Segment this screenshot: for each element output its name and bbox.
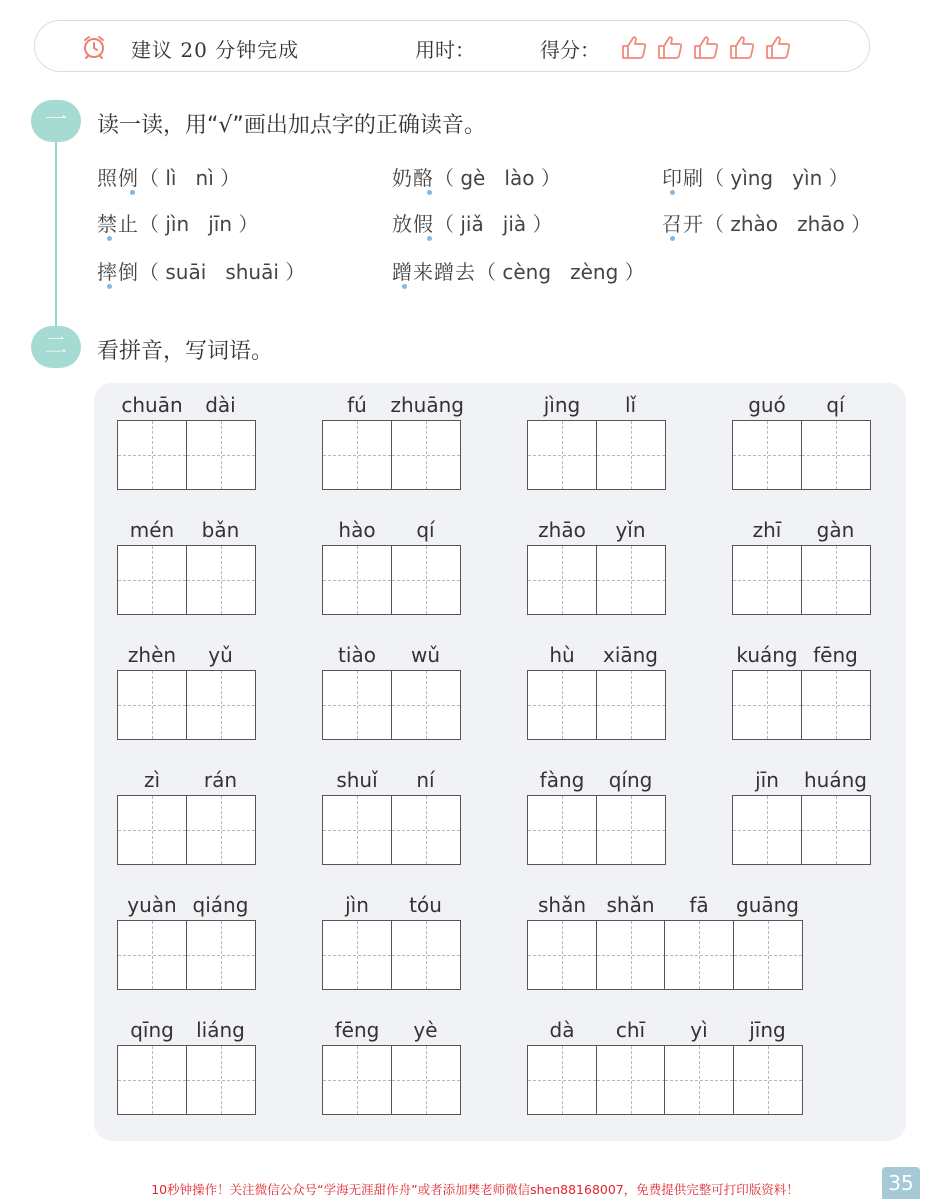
character-grid xyxy=(322,920,461,990)
pinyin-syllable: wǔ xyxy=(410,643,441,667)
pinyin-syllable: yuàn xyxy=(127,893,177,917)
pinyin-syllable: qí xyxy=(416,518,435,542)
tianzige-cell[interactable] xyxy=(322,545,392,615)
thumbs-up-icon[interactable] xyxy=(691,32,721,62)
pinyin-syllable: dài xyxy=(205,393,236,417)
thumbs-up-icon[interactable] xyxy=(619,32,649,62)
tianzige-cell[interactable] xyxy=(733,920,803,990)
tianzige-cell[interactable] xyxy=(527,420,597,490)
pinyin-syllable: shǎn xyxy=(537,893,587,917)
pinyin-syllable: hù xyxy=(549,643,575,667)
tianzige-cell[interactable] xyxy=(596,795,666,865)
tianzige-cell[interactable] xyxy=(186,545,256,615)
tianzige-cell[interactable] xyxy=(117,670,187,740)
pinyin-syllable: chuān xyxy=(121,393,183,417)
tianzige-cell[interactable] xyxy=(527,795,597,865)
emphasis-dot xyxy=(427,236,432,241)
pinyin-syllable: chī xyxy=(615,1018,646,1042)
pinyin-syllable: qīng xyxy=(130,1018,174,1042)
character-grid xyxy=(527,420,666,490)
pinyin-syllable: qíng xyxy=(608,768,653,792)
character-grid xyxy=(322,545,461,615)
tianzige-cell[interactable] xyxy=(391,1045,461,1115)
character-grid xyxy=(117,545,256,615)
emphasis-dot xyxy=(427,190,432,195)
tianzige-cell[interactable] xyxy=(801,545,871,615)
pinyin-syllable: dà xyxy=(549,1018,575,1042)
tianzige-cell[interactable] xyxy=(391,670,461,740)
reading-item: 禁止（ jìn jīn ） xyxy=(97,212,259,236)
pinyin-syllable: yè xyxy=(413,1018,438,1042)
character-grid xyxy=(117,420,256,490)
reading-item: 召开（ zhào zhāo ） xyxy=(662,212,872,236)
tianzige-cell[interactable] xyxy=(391,545,461,615)
pinyin-syllable: bǎn xyxy=(201,518,240,542)
writing-panel xyxy=(94,383,906,1141)
tianzige-cell[interactable] xyxy=(322,920,392,990)
alarm-clock-icon xyxy=(81,34,107,60)
tianzige-cell[interactable] xyxy=(322,795,392,865)
tianzige-cell[interactable] xyxy=(117,795,187,865)
character-grid xyxy=(322,795,461,865)
emphasis-dot xyxy=(402,284,407,289)
tianzige-cell[interactable] xyxy=(801,420,871,490)
tianzige-cell[interactable] xyxy=(732,545,802,615)
tianzige-cell[interactable] xyxy=(801,795,871,865)
pinyin-syllable: tóu xyxy=(409,893,442,917)
pinyin-syllable: ní xyxy=(416,768,435,792)
pinyin-syllable: zhuāng xyxy=(390,393,464,417)
tianzige-cell[interactable] xyxy=(596,670,666,740)
tianzige-cell[interactable] xyxy=(117,920,187,990)
tianzige-cell[interactable] xyxy=(664,1045,734,1115)
tianzige-cell[interactable] xyxy=(801,670,871,740)
pinyin-syllable: jìn xyxy=(345,893,369,917)
tianzige-cell[interactable] xyxy=(117,545,187,615)
tianzige-cell[interactable] xyxy=(186,1045,256,1115)
reading-item: 印刷（ yìng yìn ） xyxy=(662,166,849,190)
emphasis-dot xyxy=(107,284,112,289)
pinyin-syllable: hào xyxy=(338,518,376,542)
tianzige-cell[interactable] xyxy=(186,795,256,865)
pinyin-syllable: rán xyxy=(203,768,238,792)
character-grid xyxy=(527,795,666,865)
character-grid xyxy=(322,420,461,490)
tianzige-cell[interactable] xyxy=(186,670,256,740)
pinyin-syllable: zhī xyxy=(752,518,782,542)
character-grid xyxy=(322,1045,461,1115)
tianzige-cell[interactable] xyxy=(596,1045,666,1115)
pinyin-syllable: guāng xyxy=(736,893,799,917)
tianzige-cell[interactable] xyxy=(732,420,802,490)
reading-item: 蹭来蹭去（ cèng zèng ） xyxy=(392,260,645,284)
pinyin-syllable: shuǐ xyxy=(336,768,378,792)
score-thumbs xyxy=(619,32,793,62)
tianzige-cell[interactable] xyxy=(322,420,392,490)
emphasis-dot xyxy=(670,236,675,241)
tianzige-cell[interactable] xyxy=(186,920,256,990)
footer-note: 10秒钟操作！关注微信公众号“学海无涯甜作舟”或者添加樊老师微信shen88168007，免费提供完整可打印版资料！ xyxy=(151,1182,799,1197)
character-grid xyxy=(527,1045,803,1115)
pinyin-syllable: shǎn xyxy=(606,893,655,917)
pinyin-syllable: liáng xyxy=(196,1018,245,1042)
pinyin-syllable: tiào xyxy=(338,643,376,667)
tianzige-cell[interactable] xyxy=(527,670,597,740)
reading-item: 奶酪（ gè lào ） xyxy=(392,166,561,190)
character-grid xyxy=(117,795,256,865)
tianzige-cell[interactable] xyxy=(596,420,666,490)
emphasis-dot xyxy=(670,190,675,195)
pinyin-syllable: fàng xyxy=(539,768,585,792)
pinyin-syllable: mén xyxy=(129,518,175,542)
section-title: 读一读，用“√”画出加点字的正确读音。 xyxy=(97,113,486,138)
thumbs-up-icon[interactable] xyxy=(727,32,757,62)
tianzige-cell[interactable] xyxy=(391,920,461,990)
pinyin-syllable: zhèn xyxy=(127,643,177,667)
pinyin-syllable: jīng xyxy=(749,1018,786,1042)
tianzige-cell[interactable] xyxy=(733,1045,803,1115)
section-number-badge: 二 xyxy=(31,326,81,368)
character-grid xyxy=(732,420,871,490)
thumbs-up-icon[interactable] xyxy=(655,32,685,62)
tianzige-cell[interactable] xyxy=(527,920,597,990)
pinyin-syllable: yǔ xyxy=(208,643,233,667)
tianzige-cell[interactable] xyxy=(596,920,666,990)
header-bar xyxy=(34,20,870,72)
character-grid xyxy=(527,670,666,740)
reading-item: 照例（ lì nì ） xyxy=(97,166,241,190)
pinyin-syllable: zì xyxy=(143,768,161,792)
tianzige-cell[interactable] xyxy=(527,1045,597,1115)
character-grid xyxy=(732,795,871,865)
emphasis-dot xyxy=(107,236,112,241)
reading-item: 摔倒（ suāi shuāi ） xyxy=(97,260,306,284)
tianzige-cell[interactable] xyxy=(186,420,256,490)
tianzige-cell[interactable] xyxy=(391,795,461,865)
pinyin-syllable: qiáng xyxy=(192,893,249,917)
pinyin-syllable: zhāo xyxy=(538,518,586,542)
pinyin-syllable: fā xyxy=(689,893,709,917)
pinyin-syllable: fú xyxy=(347,393,367,417)
pinyin-syllable: fēng xyxy=(813,643,858,667)
reading-item: 放假（ jiǎ jià ） xyxy=(392,212,553,236)
pinyin-syllable: jìng xyxy=(543,393,581,417)
tianzige-cell[interactable] xyxy=(117,1045,187,1115)
pinyin-syllable: xiāng xyxy=(602,643,659,667)
time-suggestion: 建议 20 分钟完成 xyxy=(131,38,300,62)
pinyin-syllable: jīn xyxy=(755,768,779,792)
pinyin-syllable: yǐn xyxy=(615,518,646,542)
character-grid xyxy=(322,670,461,740)
character-grid xyxy=(117,1045,256,1115)
tianzige-cell[interactable] xyxy=(322,670,392,740)
pinyin-syllable: qí xyxy=(826,393,845,417)
character-grid xyxy=(732,545,871,615)
time-used-label: 用时： xyxy=(415,38,475,62)
emphasis-dot xyxy=(130,190,135,195)
score-label: 得分： xyxy=(540,38,600,62)
page-number: 35 xyxy=(882,1167,920,1199)
pinyin-syllable: guó xyxy=(748,393,786,417)
pinyin-syllable: huáng xyxy=(804,768,867,792)
character-grid xyxy=(117,920,256,990)
pinyin-syllable: fēng xyxy=(334,1018,380,1042)
section-number-badge: 一 xyxy=(31,100,81,142)
tianzige-cell[interactable] xyxy=(596,545,666,615)
tianzige-cell[interactable] xyxy=(391,420,461,490)
character-grid xyxy=(117,670,256,740)
pinyin-syllable: kuáng xyxy=(736,643,798,667)
tianzige-cell[interactable] xyxy=(527,545,597,615)
tianzige-cell[interactable] xyxy=(664,920,734,990)
tianzige-cell[interactable] xyxy=(732,795,802,865)
pinyin-syllable: gàn xyxy=(816,518,855,542)
section-title: 看拼音，写词语。 xyxy=(97,339,274,364)
tianzige-cell[interactable] xyxy=(117,420,187,490)
tianzige-cell[interactable] xyxy=(322,1045,392,1115)
character-grid xyxy=(527,920,803,990)
tianzige-cell[interactable] xyxy=(732,670,802,740)
section-connector-line xyxy=(55,130,57,340)
character-grid xyxy=(732,670,871,740)
thumbs-up-icon[interactable] xyxy=(763,32,793,62)
pinyin-syllable: lǐ xyxy=(624,393,637,417)
pinyin-syllable: yì xyxy=(690,1018,708,1042)
character-grid xyxy=(527,545,666,615)
